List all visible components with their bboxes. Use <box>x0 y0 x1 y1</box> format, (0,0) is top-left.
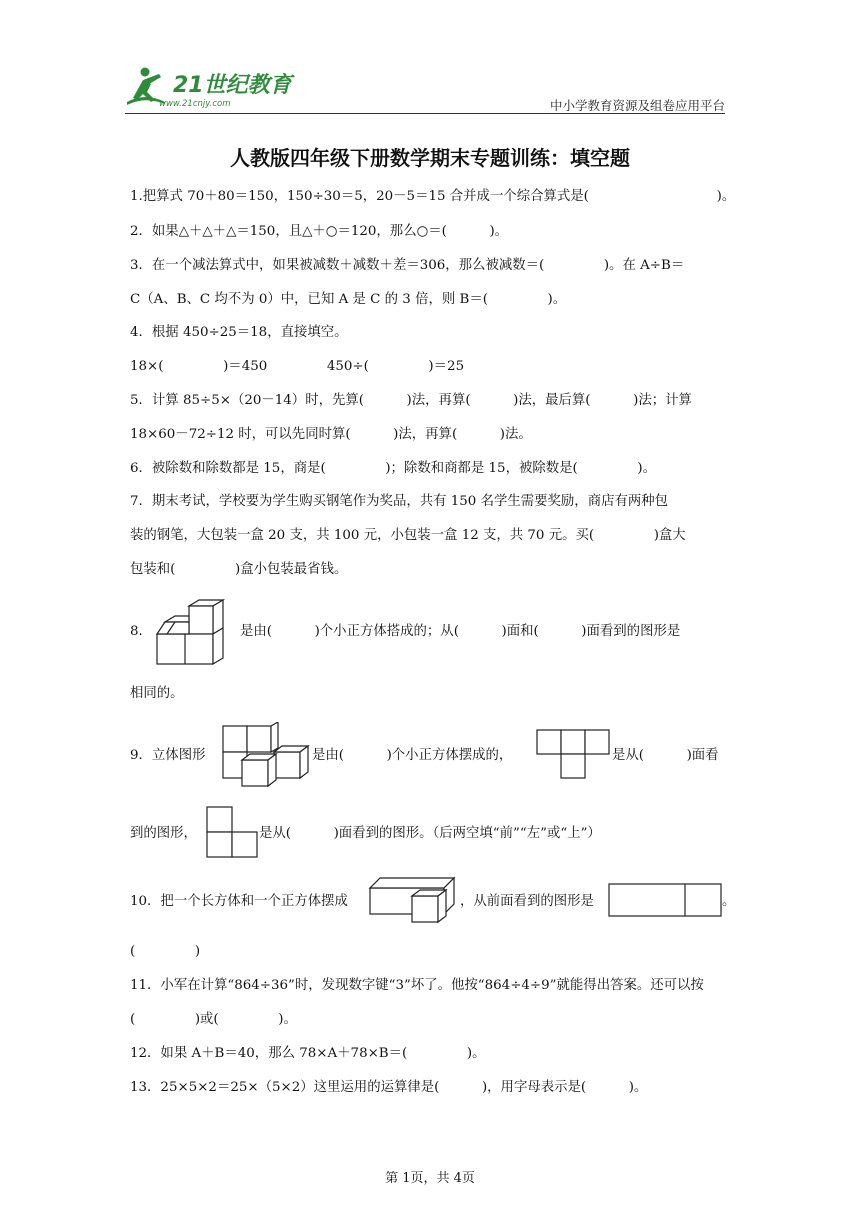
page-footer: 第 1页，共 4页 <box>385 1171 475 1186</box>
question-8-number: 8． <box>130 624 152 639</box>
question-10-line-2: ( ) <box>130 944 201 959</box>
platform-name: 中小学教育资源及组卷应用平台 <box>549 98 725 113</box>
question-5-line-1: 5．计算 85÷5×（20－14）时，先算( )法，再算( )法，最后算( )法；计算 <box>130 393 692 408</box>
question-13: 13．25×5×2＝25×（5×2）这里运用的运算律是( )，用字母表示是( )。 <box>130 1080 648 1095</box>
q10-front-view-figure <box>607 882 723 918</box>
question-10-prefix: 10．把一个长方体和一个正方体摆成 <box>130 894 348 909</box>
logo-url: www.21cnjy.com <box>159 99 231 109</box>
q9-solid-figure <box>220 722 312 788</box>
question-6: 6．被除数和除数都是 15，商是( )；除数和商都是 15，被除数是( )。 <box>130 461 656 476</box>
logo-text: 21世纪教育 <box>173 73 292 98</box>
q10-cuboid-cube-figure <box>368 876 460 926</box>
page-title: 人教版四年级下册数学期末专题训练：填空题 <box>230 146 630 170</box>
question-9-middle: 是由( )个小正方体摆成的， <box>312 748 513 763</box>
question-5-line-2: 18×60－72÷12 时，可以先同时算( )法，再算( )法。 <box>130 427 532 442</box>
q9-view-figure-2 <box>205 805 259 859</box>
question-10-middle: ，从前面看到的图形是 <box>460 894 594 909</box>
question-2: 2．如果△＋△＋△＝150，且△＋○＝120，那么○＝( )。 <box>130 224 509 239</box>
question-4-line-2: 18×( )＝450 450÷( )＝25 <box>130 359 465 374</box>
question-3-line-1: 3．在一个减法算式中，如果被减数＋减数＋差＝306，那么被减数＝( )。在 A÷B＝ <box>130 258 685 273</box>
logo-icon <box>125 62 295 110</box>
question-9-line-2-prefix: 到的图形， <box>130 826 197 841</box>
question-12: 12．如果 A＋B＝40，那么 78×A＋78×B＝( )。 <box>130 1046 486 1061</box>
header-divider <box>125 113 725 114</box>
question-9-end: 是从( )面看 <box>612 748 719 763</box>
question-9-line-2: 是从( )面看到的图形。（后两空填“前”“左”或“上”） <box>259 826 601 841</box>
question-11-line-2: ( )或( )。 <box>130 1012 297 1027</box>
question-7-line-3: 包装和( )盒小包装最省钱。 <box>130 562 348 577</box>
question-7-line-2: 装的钢笔，大包装一盒 20 支，共 100 元，小包装一盒 12 支，共 70 元。买( )盒大 <box>130 528 686 543</box>
question-7-line-1: 7．期末考试，学校要为学生购买钢笔作为奖品，共有 150 名学生需要奖励，商店有两种包 <box>130 494 669 509</box>
question-8-line-1: 是由( )个小正方体搭成的；从( )面和( )面看到的图形是 <box>240 624 681 639</box>
question-10-end: 。 <box>722 894 736 909</box>
question-11-line-1: 11．小军在计算“864÷36”时，发现数字键“3”坏了。他按“864÷4÷9”就能得出答案。还可以按 <box>130 978 704 993</box>
question-8-line-2: 相同的。 <box>130 686 184 701</box>
question-1: 1.把算式 70＋80＝150，150÷30＝5，20－5＝15 合并成一个综合算式是( )。 <box>130 189 736 204</box>
q8-cube-stack-figure <box>155 598 237 668</box>
question-9-prefix: 9．立体图形 <box>130 748 206 763</box>
question-4-line-1: 4．根据 450÷25＝18，直接填空。 <box>130 325 348 340</box>
q9-view-figure-1 <box>535 728 613 780</box>
question-3-line-2: C（A、B、C 均不为 0）中，已知 A 是 C 的 3 倍，则 B＝( )。 <box>130 292 567 307</box>
page-header <box>125 62 725 114</box>
